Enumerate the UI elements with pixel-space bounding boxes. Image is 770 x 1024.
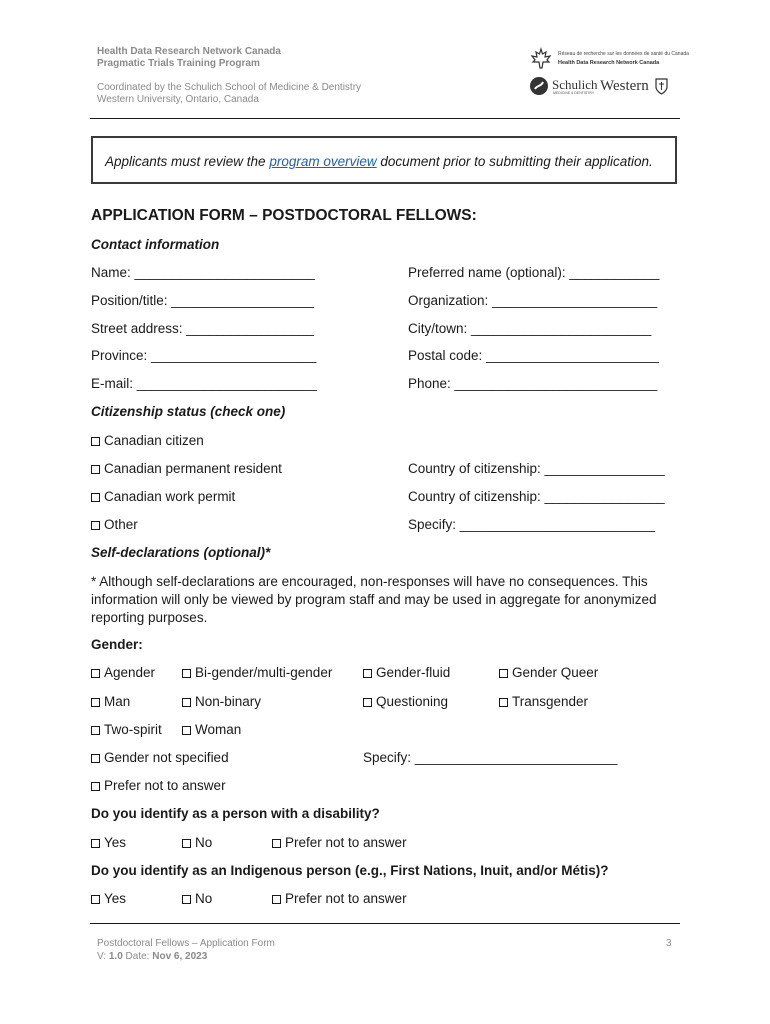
citizenship-option-other[interactable]	[91, 517, 138, 532]
option-label: Transgender	[512, 694, 589, 709]
checkbox[interactable]	[91, 465, 100, 474]
checkbox[interactable]	[91, 493, 100, 502]
footer-doc-title: Postdoctoral Fellows – Application Form	[97, 938, 275, 949]
gender-option-prefer-not[interactable]	[91, 778, 226, 793]
disability-option-yes[interactable]	[91, 835, 126, 850]
option-label: No	[195, 835, 213, 850]
schulich-sub: MEDICINE & DENTISTRY	[553, 91, 595, 95]
checkbox[interactable]	[91, 437, 100, 446]
selfdecl-heading: Self-declarations (optional)*	[91, 545, 271, 560]
name-field[interactable]: Name: ________________________	[91, 265, 315, 280]
contact-heading: Contact information	[91, 237, 220, 252]
schulich-logo	[529, 76, 598, 98]
western-wordmark: Western	[600, 78, 649, 94]
gender-option-agender[interactable]	[91, 665, 155, 680]
notice-after: document prior to submitting their application.	[376, 154, 653, 169]
gender-option-transgender[interactable]	[499, 694, 588, 709]
checkbox[interactable]	[91, 754, 100, 763]
citizenship-heading: Citizenship status (check one)	[91, 404, 286, 419]
checkbox[interactable]	[499, 698, 508, 707]
citizenship-option-work-permit[interactable]	[91, 489, 235, 504]
schulich-wordmark: Schulich	[552, 77, 598, 92]
footer-version	[97, 950, 207, 963]
option-label: Bi-gender/multi-gender	[195, 665, 333, 680]
notice-text	[105, 154, 653, 169]
version-value: 1.0	[108, 951, 123, 962]
checkbox[interactable]	[182, 895, 191, 904]
disability-option-no[interactable]	[182, 835, 212, 850]
position-field[interactable]: Position/title: ___________________	[91, 293, 314, 308]
schulich-emblem-icon	[529, 76, 549, 96]
checkbox[interactable]	[91, 782, 100, 791]
header-program: Pragmatic Trials Training Program	[97, 58, 260, 69]
disability-question: Do you identify as a person with a disability?	[91, 806, 380, 821]
western-crest-icon	[655, 78, 668, 95]
option-label: No	[195, 891, 213, 906]
program-overview-link[interactable]: program overview	[269, 154, 377, 169]
gender-option-questioning[interactable]	[363, 694, 448, 709]
checkbox[interactable]	[363, 669, 372, 678]
footer-divider	[90, 923, 680, 924]
checkbox[interactable]	[272, 839, 281, 848]
city-field[interactable]: City/town: ________________________	[408, 321, 652, 336]
header-coordinated: Coordinated by the Schulich School of Medicine & Dentistry	[97, 82, 362, 93]
page-number: 3	[666, 938, 672, 949]
street-address-field[interactable]: Street address: _________________	[91, 321, 314, 336]
indigenous-option-prefer-not[interactable]	[272, 891, 407, 906]
checkbox[interactable]	[91, 839, 100, 848]
option-label: Prefer not to answer	[285, 891, 407, 906]
date-label: Date:	[122, 951, 153, 962]
gender-option-not-specified[interactable]	[91, 750, 229, 765]
option-label: Gender-fluid	[376, 665, 451, 680]
gender-option-woman[interactable]	[182, 722, 241, 737]
option-label: Woman	[195, 722, 242, 737]
indigenous-option-yes[interactable]	[91, 891, 126, 906]
citizenship-specify-field[interactable]: Specify: __________________________	[408, 517, 655, 532]
header-university: Western University, Ontario, Canada	[97, 94, 259, 105]
country-of-citizenship-field-2[interactable]: Country of citizenship: ________________	[408, 489, 665, 504]
option-label: Man	[104, 694, 131, 709]
gender-heading: Gender:	[91, 637, 143, 652]
gender-option-nonbinary[interactable]	[182, 694, 261, 709]
checkbox[interactable]	[91, 726, 100, 735]
option-label: Non-binary	[195, 694, 262, 709]
western-logo	[600, 76, 670, 98]
option-label: Other	[104, 517, 138, 532]
notice-box	[91, 136, 677, 184]
disability-option-prefer-not[interactable]	[272, 835, 407, 850]
option-label: Prefer not to answer	[285, 835, 407, 850]
indigenous-option-no[interactable]	[182, 891, 212, 906]
date-value: Nov 6, 2023	[152, 951, 208, 962]
form-title: APPLICATION FORM – POSTDOCTORAL FELLOWS:	[91, 207, 477, 224]
checkbox[interactable]	[91, 895, 100, 904]
option-label: Gender Queer	[512, 665, 599, 680]
option-label: Gender not specified	[104, 750, 229, 765]
checkbox[interactable]	[272, 895, 281, 904]
gender-option-genderfluid[interactable]	[363, 665, 450, 680]
checkbox[interactable]	[363, 698, 372, 707]
header-org: Health Data Research Network Canada	[97, 46, 281, 57]
option-label: Yes	[104, 891, 127, 906]
postal-code-field[interactable]: Postal code: _______________________	[408, 348, 659, 363]
option-label: Yes	[104, 835, 127, 850]
option-label: Two-spirit	[104, 722, 162, 737]
hdrn-logo	[529, 47, 689, 71]
province-field[interactable]: Province: ______________________	[91, 348, 317, 363]
gender-option-bigender[interactable]	[182, 665, 332, 680]
gender-option-man[interactable]	[91, 694, 130, 709]
option-label: Prefer not to answer	[104, 778, 226, 793]
version-label: V:	[97, 951, 109, 962]
preferred-name-field[interactable]: Preferred name (optional): ____________	[408, 265, 660, 280]
checkbox[interactable]	[91, 521, 100, 530]
citizenship-option-citizen[interactable]	[91, 433, 204, 448]
gender-option-twospirit[interactable]	[91, 722, 162, 737]
gender-specify-field[interactable]: Specify: ___________________________	[363, 750, 618, 765]
selfdecl-note: * Although self-declarations are encouraged, non-responses will have no consequences. This information will only be viewed by program staff and may be used in aggregate for anonymized reporting purposes.	[91, 574, 657, 625]
indigenous-question: Do you identify as an Indigenous person (e.g., First Nations, Inuit, and/or Métis)?	[91, 863, 609, 878]
checkbox[interactable]	[91, 669, 100, 678]
option-label: Questioning	[376, 694, 449, 709]
checkbox[interactable]	[499, 669, 508, 678]
phone-field[interactable]: Phone: ___________________________	[408, 376, 658, 391]
option-label: Canadian permanent resident	[104, 461, 282, 476]
checkbox[interactable]	[182, 726, 191, 735]
logo-french-line: Réseau de recherche sur les données de santé du Canada	[558, 51, 689, 57]
maple-leaf-icon	[529, 47, 553, 71]
organization-field[interactable]: Organization: ______________________	[408, 293, 658, 308]
checkbox[interactable]	[182, 839, 191, 848]
logo-english-line: Health Data Research Network Canada	[558, 60, 660, 66]
gender-option-genderqueer[interactable]	[499, 665, 598, 680]
notice-before: Applicants must review the	[105, 154, 270, 169]
checkbox[interactable]	[182, 698, 191, 707]
option-label: Agender	[104, 665, 156, 680]
citizenship-option-permanent-resident[interactable]	[91, 461, 282, 476]
option-label: Canadian citizen	[104, 433, 204, 448]
header-divider	[90, 118, 680, 119]
country-of-citizenship-field[interactable]: Country of citizenship: ________________	[408, 461, 665, 476]
checkbox[interactable]	[182, 669, 191, 678]
option-label: Canadian work permit	[104, 489, 236, 504]
checkbox[interactable]	[91, 698, 100, 707]
email-field[interactable]: E-mail: ________________________	[91, 376, 317, 391]
